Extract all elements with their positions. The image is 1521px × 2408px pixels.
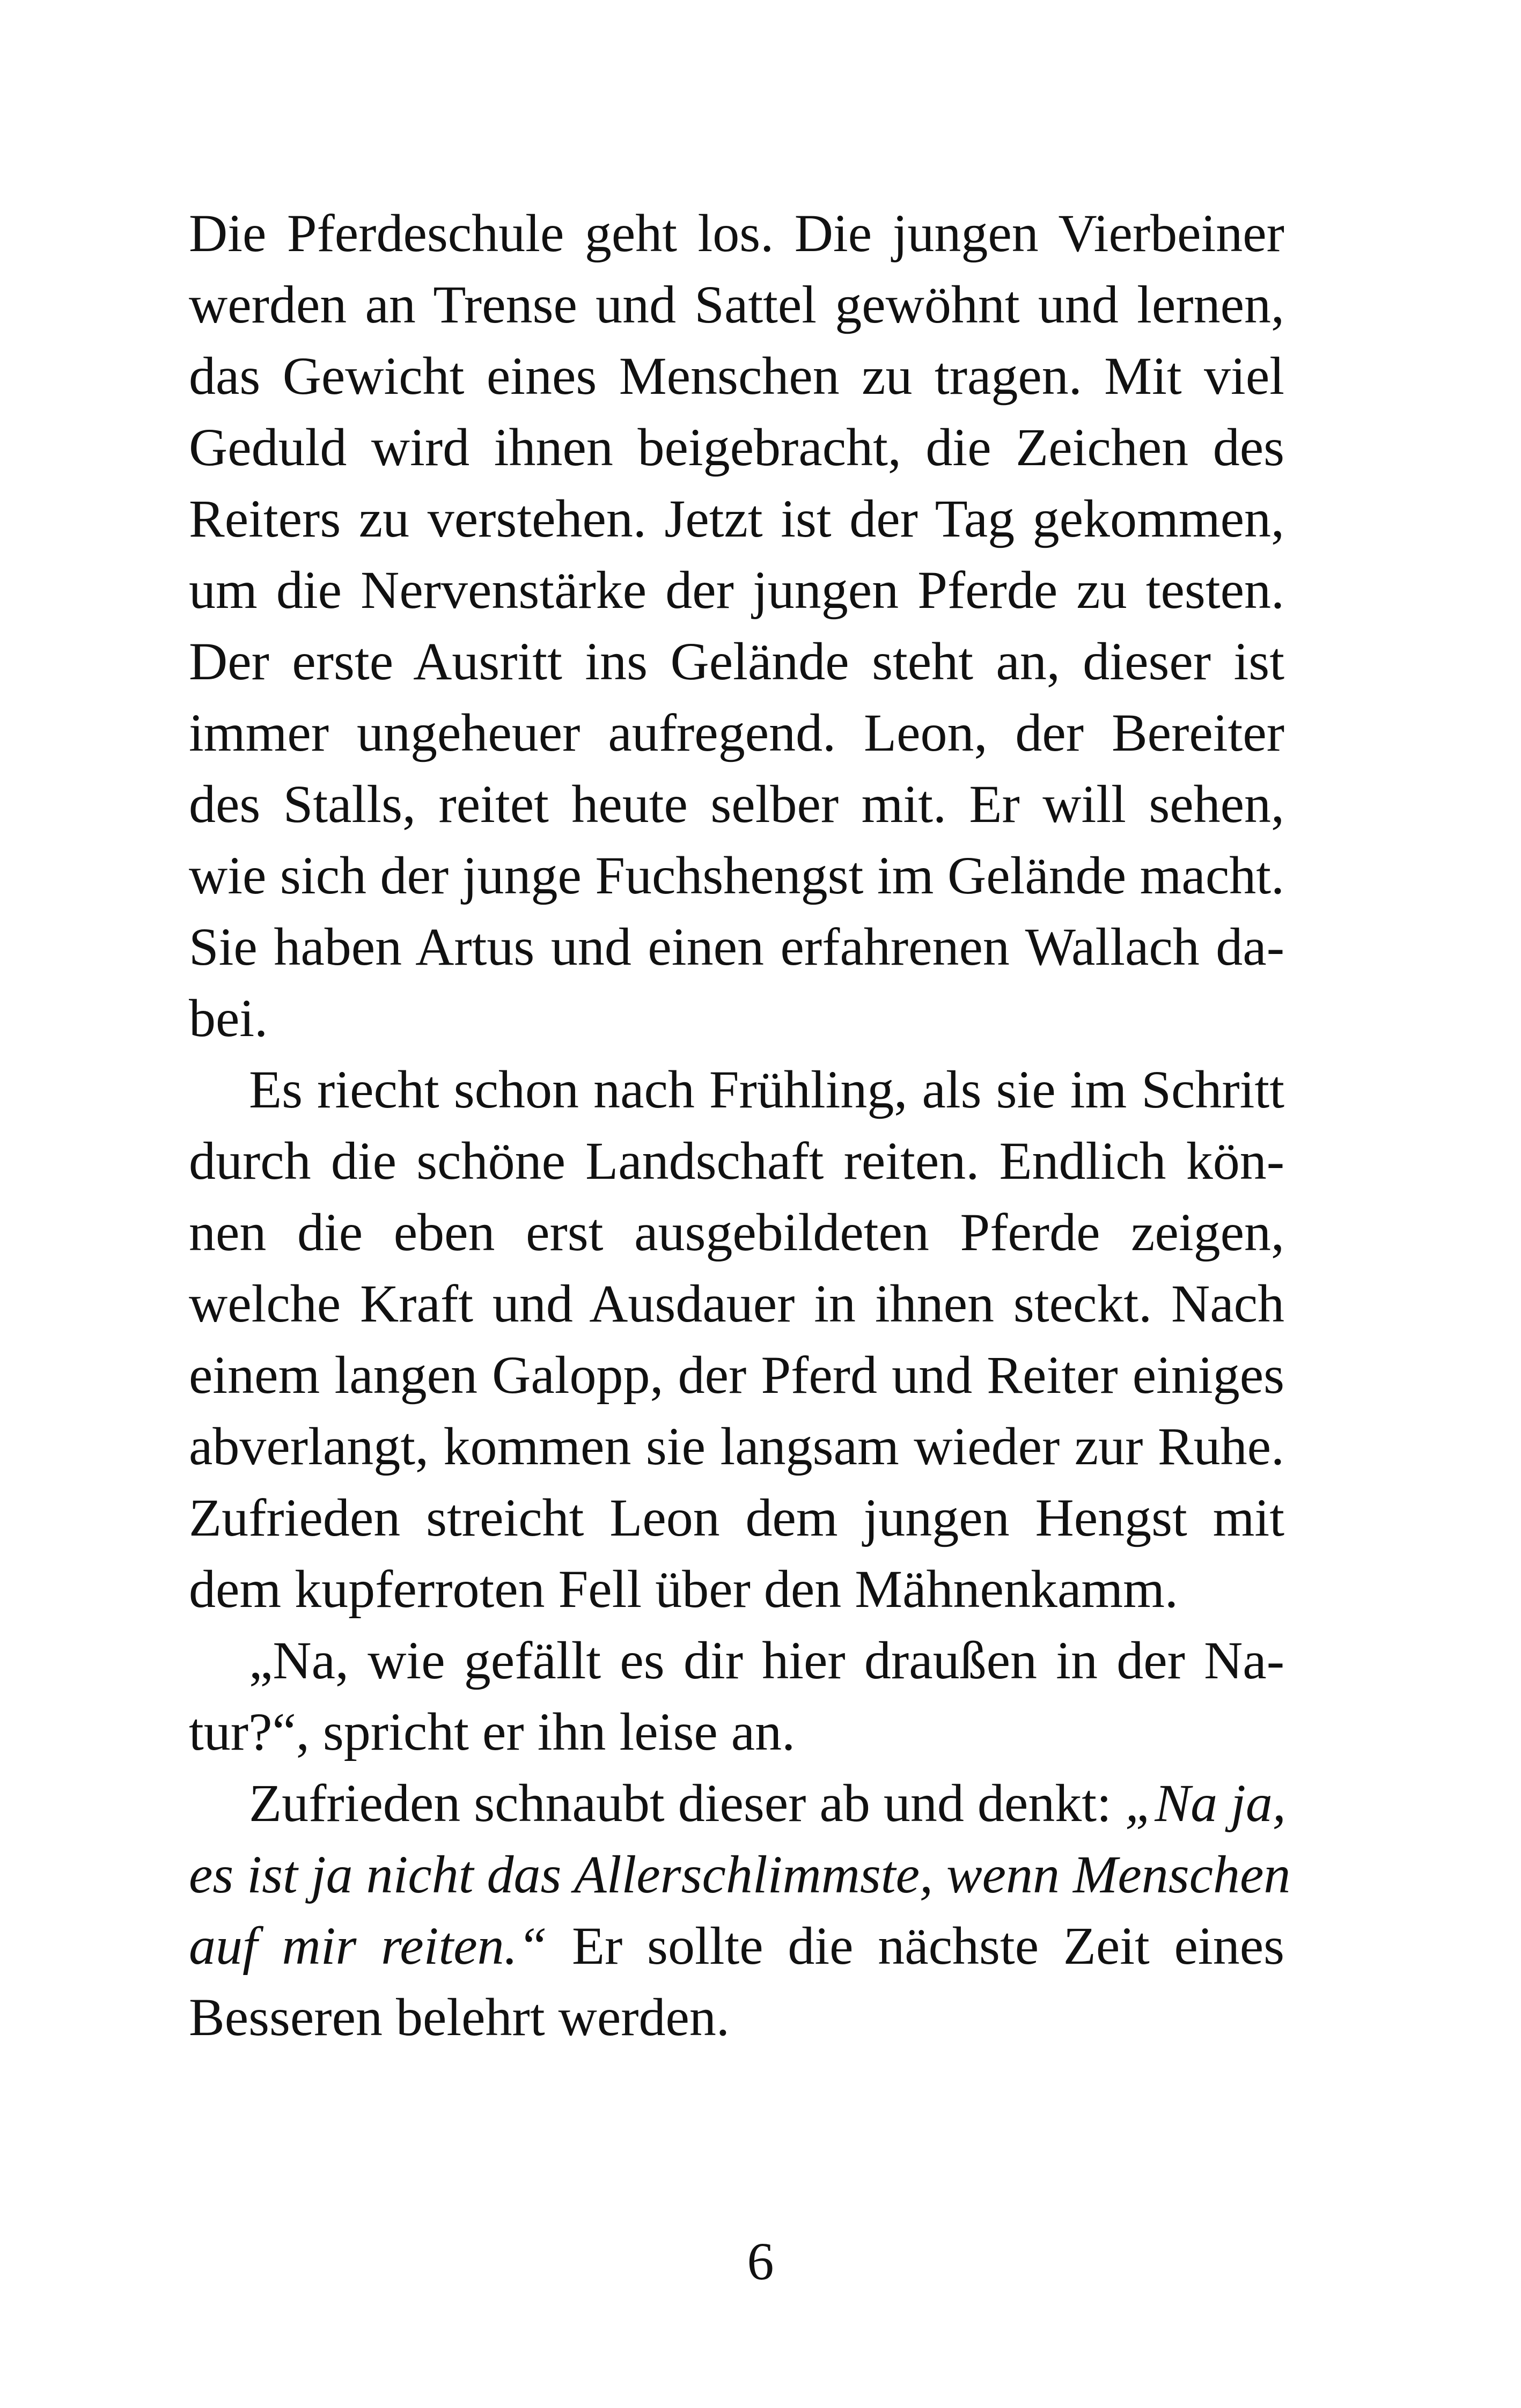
text-segment: immer ungeheuer aufregend. Leon, der Bereiter <box>189 703 1284 762</box>
paragraph <box>189 1767 1291 2053</box>
text-segment: Der erste Ausritt ins Gelände steht an, dieser ist <box>189 632 1284 691</box>
text-line <box>189 1981 1284 2053</box>
text-segment: Zufrieden streicht Leon dem jungen Hengst mit <box>189 1488 1284 1547</box>
text-segment: wie sich der junge Fuchshengst im Gelände macht. <box>189 846 1284 905</box>
text-segment: Zufrieden schnaubt dieser ab und denkt: <box>249 1773 1125 1833</box>
text-line <box>189 1767 1284 1839</box>
text-segment: bei. <box>189 988 268 1048</box>
text-line <box>189 626 1284 697</box>
text-line <box>189 982 1284 1054</box>
text-line <box>189 340 1284 412</box>
text-segment: „Na, wie gefällt es dir hier draußen in der Na- <box>249 1631 1284 1690</box>
text-segment: Die Pferdeschule geht los. Die jungen Vierbeiner <box>189 203 1284 263</box>
text-segment: nen die eben erst ausgebildeten Pferde zeigen, <box>189 1202 1284 1262</box>
text-line <box>189 1839 1291 1910</box>
text-line <box>189 412 1284 483</box>
text-line <box>189 554 1284 626</box>
text-line <box>189 1411 1284 1482</box>
page-number: 6 <box>747 2231 774 2291</box>
book-page-body <box>189 197 1291 2053</box>
text-line <box>189 1625 1284 1696</box>
paragraph <box>189 197 1284 1054</box>
text-line <box>189 1339 1284 1411</box>
text-line <box>189 197 1284 269</box>
text-line <box>189 1268 1284 1339</box>
text-segment: werden an Trense und Sattel gewöhnt und lernen, <box>189 275 1284 334</box>
text-segment: dem kupferroten Fell über den Mähnenkamm. <box>189 1559 1178 1619</box>
text-segment: welche Kraft und Ausdauer in ihnen steckt. Nach <box>189 1274 1284 1333</box>
text-line <box>189 1125 1284 1196</box>
text-segment: Sie haben Artus und einen erfahrenen Wallach da- <box>189 917 1284 977</box>
text-segment: Besseren belehrt werden. <box>189 1987 730 2047</box>
text-line <box>189 840 1284 911</box>
text-segment: Es riecht schon nach Frühling, als sie im Schritt <box>249 1060 1284 1119</box>
text-line <box>189 1482 1284 1553</box>
italic-text: „Na ja, <box>1125 1773 1286 1833</box>
text-line <box>189 1196 1284 1268</box>
italic-text: auf mir reiten.“ <box>189 1916 548 1976</box>
text-line <box>189 697 1284 768</box>
text-line <box>189 483 1284 554</box>
text-segment: Geduld wird ihnen beigebracht, die Zeichen des <box>189 417 1284 477</box>
text-line <box>189 768 1284 840</box>
italic-text: es ist ja nicht das Allerschlimmste, wenn Menschen <box>189 1845 1291 1904</box>
text-segment: das Gewicht eines Menschen zu tragen. Mit viel <box>189 346 1284 406</box>
paragraph <box>189 1054 1284 1625</box>
text-segment: durch die schöne Landschaft reiten. Endlich kön- <box>189 1131 1284 1191</box>
text-line <box>189 1910 1284 1981</box>
text-segment: tur?“, spricht er ihn leise an. <box>189 1702 796 1761</box>
text-segment: abverlangt, kommen sie langsam wieder zur Ruhe. <box>189 1416 1284 1476</box>
text-line <box>189 1054 1284 1125</box>
text-line <box>189 269 1284 340</box>
text-line <box>189 911 1284 982</box>
text-segment: Reiters zu verstehen. Jetzt ist der Tag gekommen, <box>189 489 1284 548</box>
paragraph <box>189 1625 1284 1767</box>
text-segment: einem langen Galopp, der Pferd und Reiter einiges <box>189 1345 1284 1405</box>
text-segment: Er sollte die nächste Zeit eines <box>547 1916 1284 1976</box>
text-line <box>189 1696 1284 1767</box>
text-line <box>189 1553 1284 1625</box>
text-segment: des Stalls, reitet heute selber mit. Er will sehen, <box>189 774 1284 834</box>
text-segment: um die Nervenstärke der jungen Pferde zu testen. <box>189 560 1284 620</box>
